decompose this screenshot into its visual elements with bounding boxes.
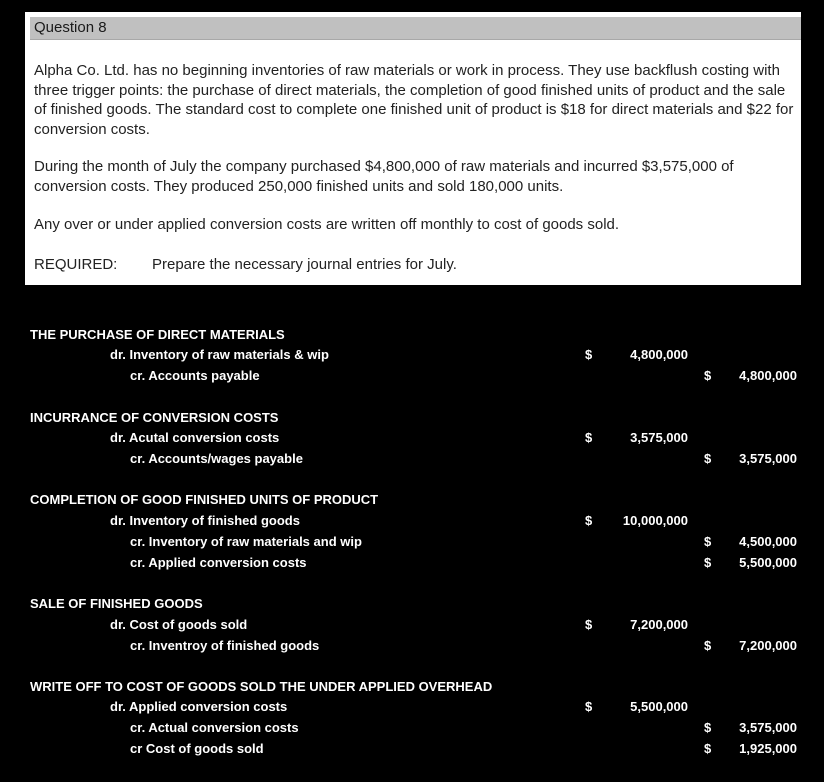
credit-amount: 3,575,000	[739, 720, 797, 735]
credit-account: cr. Actual conversion costs	[130, 720, 299, 735]
debit-account: dr. Inventory of finished goods	[110, 513, 300, 528]
debit-amount: 4,800,000	[630, 347, 688, 362]
credit-amount: 5,500,000	[739, 555, 797, 570]
debit-amount: 3,575,000	[630, 430, 688, 445]
credit-amount: 4,800,000	[739, 368, 797, 383]
credit-currency: $	[704, 368, 712, 383]
credit-amount: 4,500,000	[739, 534, 797, 549]
debit-amount: 5,500,000	[630, 699, 688, 714]
entry-heading: SALE OF FINISHED GOODS	[30, 596, 203, 611]
credit-amount: 7,200,000	[739, 638, 797, 653]
credit-currency: $	[704, 555, 712, 570]
debit-amount: 10,000,000	[622, 513, 688, 528]
credit-currency: $	[704, 451, 712, 466]
credit-account: cr Cost of goods sold	[130, 741, 264, 756]
required-text: Prepare the necessary journal entries for July.	[152, 256, 457, 273]
debit-account: dr. Inventory of raw materials & wip	[110, 347, 329, 362]
entry-heading: INCURRANCE OF CONVERSION COSTS	[30, 410, 279, 425]
credit-currency: $	[704, 741, 712, 756]
debit-currency: $	[585, 699, 593, 714]
credit-account: cr. Accounts/wages payable	[130, 451, 303, 466]
debit-account: dr. Cost of goods sold	[110, 617, 248, 632]
credit-account: cr. Accounts payable	[130, 368, 260, 383]
question-title: Question 8	[34, 19, 107, 36]
debit-currency: $	[585, 347, 593, 362]
credit-currency: $	[704, 534, 712, 549]
credit-account: cr. Inventroy of finished goods	[130, 638, 320, 653]
debit-currency: $	[585, 513, 593, 528]
debit-currency: $	[585, 430, 593, 445]
debit-account: dr. Applied conversion costs	[110, 699, 288, 714]
question-paragraph-3: Any over or under applied conversion costs are written off monthly to cost of goods sold.	[34, 216, 620, 233]
credit-account: cr. Inventory of raw materials and wip	[130, 534, 362, 549]
credit-currency: $	[704, 638, 712, 653]
entry-heading: WRITE OFF TO COST OF GOODS SOLD THE UNDER APPLIED OVERHEAD	[30, 679, 493, 694]
credit-currency: $	[704, 720, 712, 735]
credit-amount: 1,925,000	[739, 741, 797, 756]
debit-amount: 7,200,000	[630, 617, 688, 632]
required-label: REQUIRED:	[34, 256, 118, 273]
question-paragraph-1: Alpha Co. Ltd. has no beginning inventories of raw materials or work in process. They use backflush costing with three trigger points: the purchase of direct materials, the completion of good finished units of product and the sale of finished goods. The standard cost to complete one finished unit of product is $18 for direct materials and $22 for conversion costs.	[34, 62, 794, 138]
question-paragraph-2: During the month of July the company purchased $4,800,000 of raw materials and incurred $3,575,000 of conversion costs. They produced 250,000 finished units and sold 180,000 units.	[34, 158, 734, 195]
credit-account: cr. Applied conversion costs	[130, 555, 307, 570]
entry-heading: COMPLETION OF GOOD FINISHED UNITS OF PRODUCT	[30, 492, 379, 507]
debit-currency: $	[585, 617, 593, 632]
debit-account: dr. Acutal conversion costs	[110, 430, 280, 445]
entry-heading: THE PURCHASE OF DIRECT MATERIALS	[30, 327, 285, 342]
credit-amount: 3,575,000	[739, 451, 797, 466]
